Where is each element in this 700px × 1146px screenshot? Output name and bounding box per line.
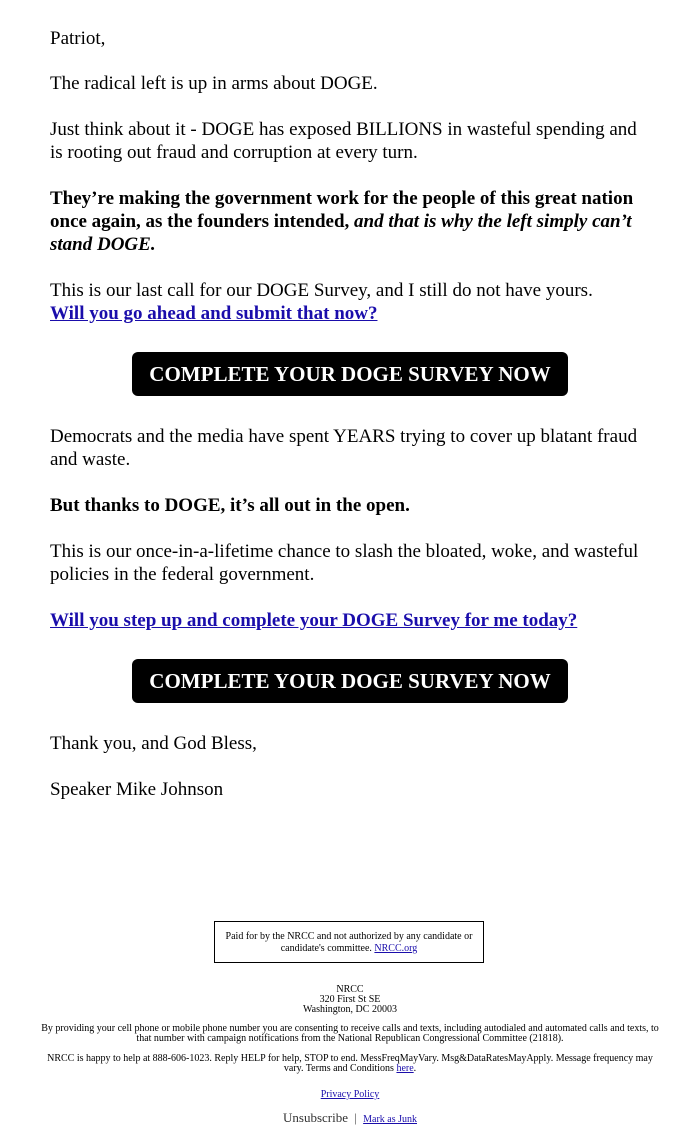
paragraph-step-up [50,609,650,632]
disclaimer-text: Paid for by the NRCC and not authorized by any candidate or candidate's committee. [225,931,473,954]
greeting: Patriot, [50,28,106,49]
nrcc-website-link[interactable]: NRCC.org [374,943,418,954]
bold-italic-text: and that is why the left simply can’t stand DOGE. [50,211,632,255]
signature: Speaker Mike Johnson [50,779,224,800]
terms-conditions-link[interactable]: here [396,1063,414,1074]
footer-privacy [40,1090,660,1100]
unsubscribe-link[interactable]: Unsubscribe [283,1110,348,1125]
footer-address-line2: Washington, DC 20003 [303,1004,397,1015]
last-call-text: This is our last call for our DOGE Survey, and I still do not have yours. [50,280,593,301]
footer-help: NRCC is happy to help at 888-606-1023. Reply HELP for help, STOP to end. MessFreqMayVary. Msg&DataRatesMayApply. Message frequency may vary. Terms and Conditions here. [47,1053,653,1074]
paragraph-last-call [50,279,650,325]
complete-survey-button-1[interactable]: COMPLETE YOUR DOGE SURVEY NOW [132,352,568,396]
footer-help-text: NRCC is happy to help at 888-606-1023. Reply HELP for help, STOP to end. MessFreqMayVary. Msg&DataRatesMayApply. Message frequency may vary. Terms and Conditions [47,1053,653,1074]
unsubscribe-row [0,1110,700,1126]
complete-survey-button-2[interactable]: COMPLETE YOUR DOGE SURVEY NOW [132,659,568,703]
footer-consent: By providing your cell phone or mobile phone number you are consenting to receive calls and texts, including autodialed and automated calls and texts, to that number with campaign notifications from the National Republican Congressional Committee (21818). [41,1023,659,1044]
paragraph-once-in-lifetime: This is our once-in-a-lifetime chance to slash the bloated, woke, and wasteful policies in the federal government. [50,541,639,585]
paragraph-out-in-open: But thanks to DOGE, it’s all out in the open. [50,495,410,516]
closing: Thank you, and God Bless, [50,733,257,754]
mark-as-junk-link[interactable]: Mark as Junk [363,1114,417,1125]
paid-for-disclaimer-box [214,921,484,963]
paragraph-government-work [50,187,650,256]
privacy-policy-link[interactable]: Privacy Policy [320,1089,380,1100]
paragraph-democrats-media: Democrats and the media have spent YEARS trying to cover up blatant fraud and waste. [50,426,638,470]
separator: | [354,1110,357,1125]
submit-survey-link[interactable]: Will you go ahead and submit that now? [50,303,378,324]
footer-address [40,985,660,1015]
bold-text: They’re making the government work for the people of this great nation once again, as the founders intended, [50,188,634,232]
footer-address-line1: 320 First St SE [319,994,381,1005]
paragraph-doge-exposed: Just think about it - DOGE has exposed BILLIONS in wasteful spending and is rooting out fraud and corruption at every turn. [50,119,637,163]
complete-survey-link[interactable]: Will you step up and complete your DOGE Survey for me today? [50,610,578,631]
footer-org: NRCC [336,984,364,995]
paragraph-radical-left: The radical left is up in arms about DOGE. [50,73,378,94]
